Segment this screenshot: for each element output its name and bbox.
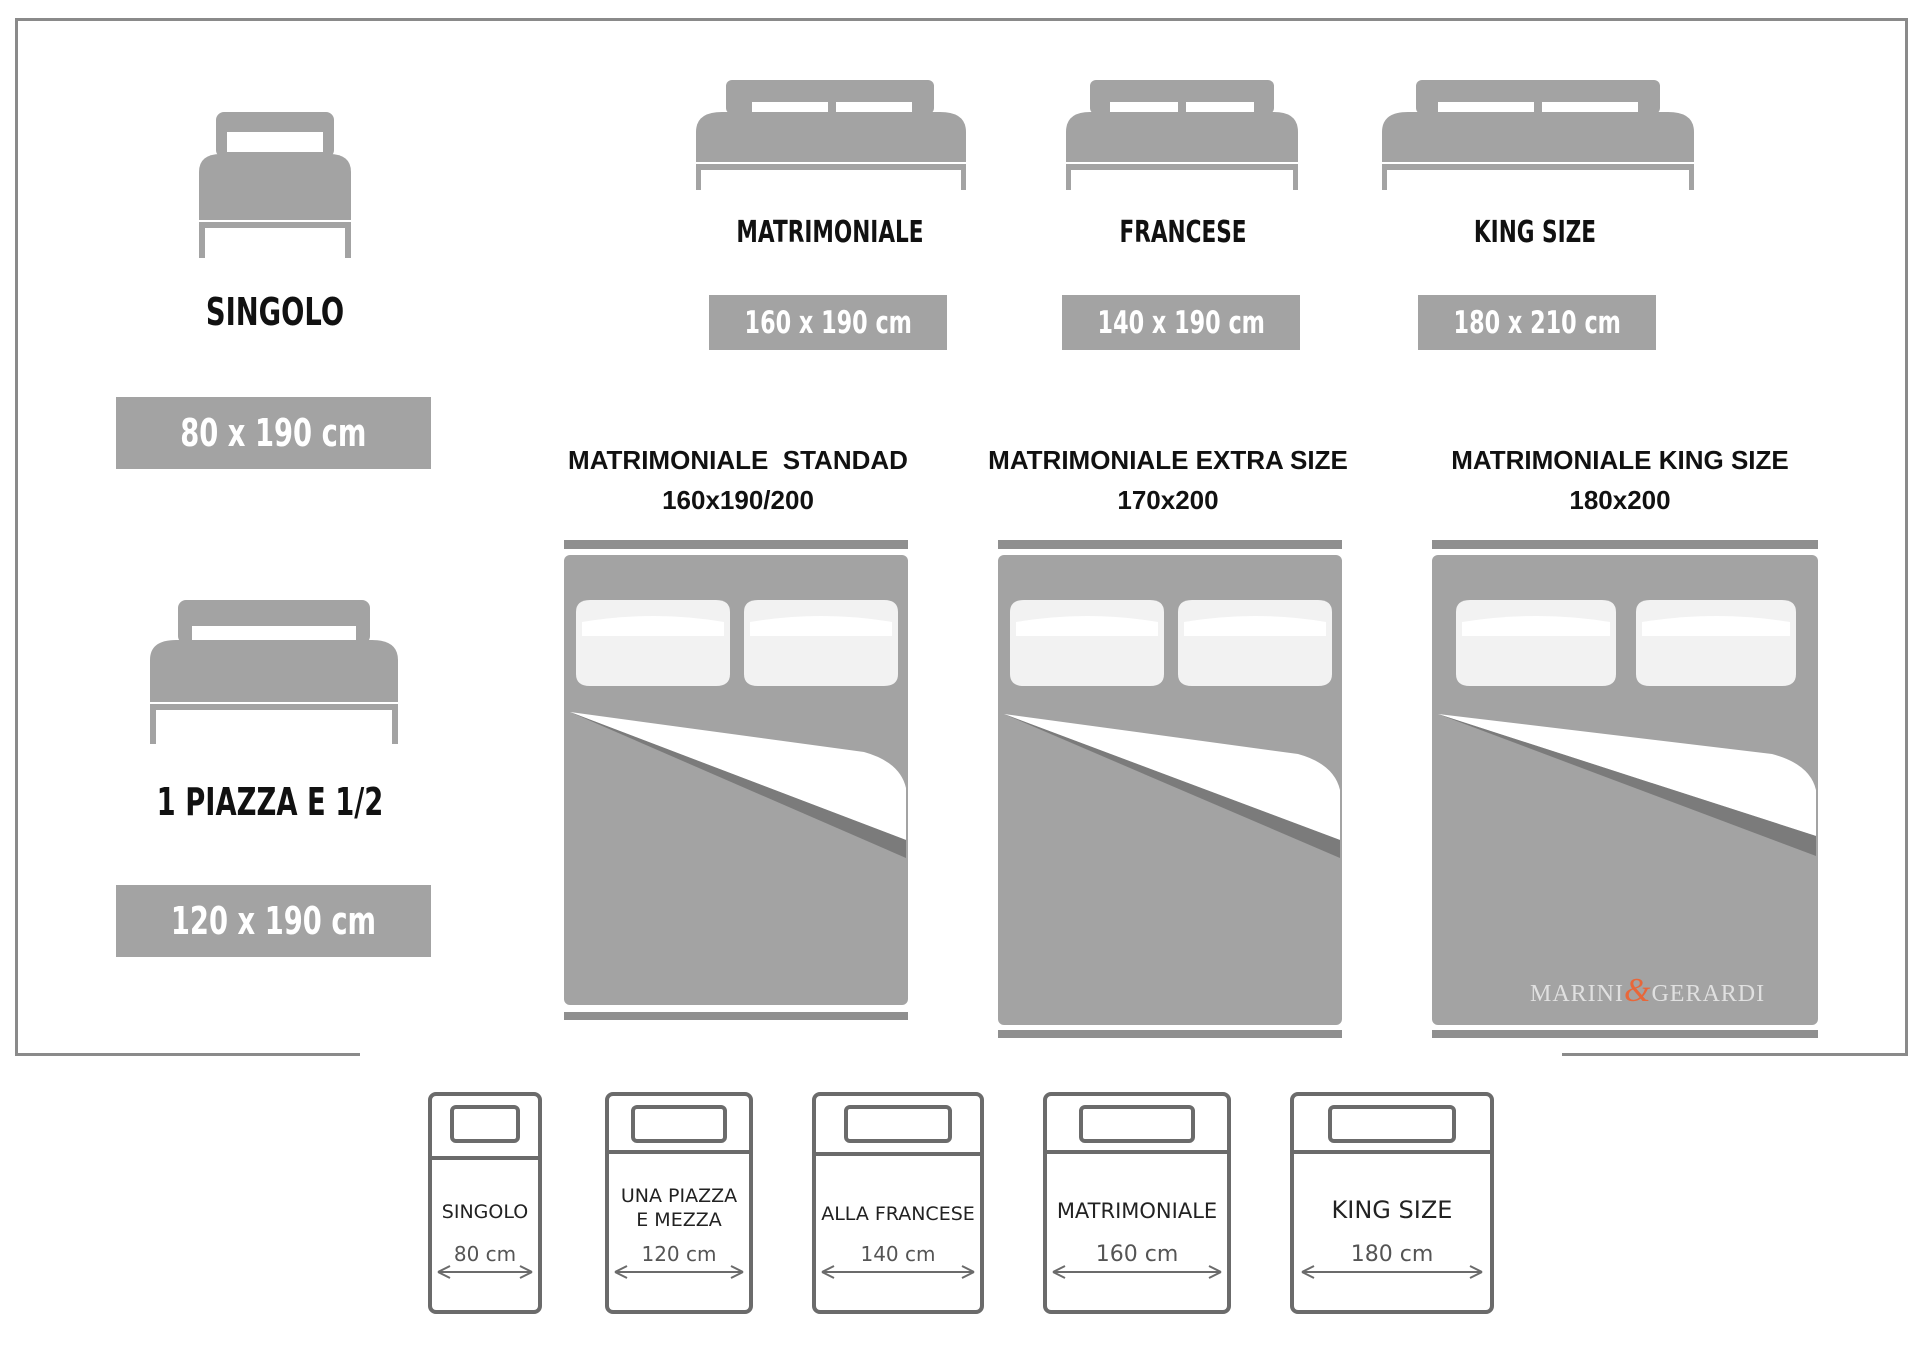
- small-bed-singolo-width: 80 cm: [453, 1242, 517, 1266]
- small-bed-una-piazza-width: 120 cm: [641, 1242, 717, 1266]
- matrimoniale-size-badge: [709, 295, 947, 350]
- singolo-size: 80 x 190 cm: [180, 411, 367, 455]
- plan-king-title: MATRIMONIALE KING SIZE: [1451, 445, 1789, 475]
- single-bed-icon: [195, 110, 355, 260]
- small-bed-alla-francese-width: 140 cm: [860, 1242, 936, 1266]
- francese-bed-icon: [1064, 80, 1300, 192]
- singolo-size-badge: [116, 397, 431, 469]
- small-bed-singolo-line1: SINGOLO: [441, 1201, 529, 1223]
- plan-standard-title-block: [538, 440, 938, 520]
- small-bed-singolo: [428, 1092, 542, 1314]
- matrimoniale-size: 160 x 190 cm: [744, 304, 912, 341]
- plan-extra-title-block: [968, 440, 1368, 520]
- plan-king-title-block: [1420, 440, 1820, 520]
- one-and-half-bed-icon: [146, 598, 402, 748]
- francese-size: 140 x 190 cm: [1097, 304, 1265, 341]
- piazza-label: 1 PIAZZA E 1/2: [156, 780, 384, 824]
- small-bed-king-size-width: 180 cm: [1350, 1242, 1434, 1267]
- small-bed-king-size-label: [1290, 1196, 1494, 1224]
- piazza-size-badge: [116, 885, 431, 957]
- king-size-label: KING SIZE: [1473, 215, 1597, 250]
- plan-standard-size: 160x190/200: [662, 485, 814, 515]
- matrimoniale-bed-icon: [694, 80, 968, 192]
- small-bed-matrimoniale-label: [1043, 1198, 1231, 1224]
- plan-bed-extra: [998, 540, 1342, 1040]
- small-bed-matrimoniale-line1: MATRIMONIALE: [1056, 1199, 1218, 1223]
- francese-size-badge: [1062, 295, 1300, 350]
- plan-extra-title: MATRIMONIALE EXTRA SIZE: [988, 445, 1348, 475]
- plan-bed-king: [1432, 540, 1818, 1040]
- small-bed-matrimoniale: [1043, 1092, 1231, 1314]
- piazza-size: 120 x 190 cm: [170, 899, 377, 943]
- brand-logo: [1530, 972, 1765, 1010]
- small-bed-singolo-label: [428, 1200, 542, 1224]
- plan-king-size: 180x200: [1569, 485, 1671, 515]
- brand-ampersand: &: [1624, 972, 1652, 1009]
- plan-extra-size: 170x200: [1117, 485, 1219, 515]
- small-bed-king-size-line1: KING SIZE: [1331, 1196, 1453, 1224]
- small-bed-alla-francese-label: [812, 1202, 984, 1226]
- king-size-size-badge: [1418, 295, 1656, 350]
- plan-standard-title: MATRIMONIALE STANDAD: [568, 445, 908, 475]
- small-bed-una-piazza: [605, 1092, 753, 1314]
- frame-gap: [360, 1050, 1562, 1064]
- brand-part1: MARINI: [1530, 981, 1624, 1007]
- brand-part2: GERARDI: [1651, 981, 1766, 1007]
- singolo-label: SINGOLO: [205, 290, 345, 334]
- small-bed-matrimoniale-width: 160 cm: [1095, 1242, 1179, 1267]
- francese-label: FRANCESE: [1119, 215, 1247, 250]
- king-size-bed-icon: [1380, 80, 1696, 192]
- small-bed-una-piazza-label: [605, 1184, 753, 1232]
- small-bed-una-piazza-line1: UNA PIAZZA: [620, 1185, 738, 1207]
- matrimoniale-label: MATRIMONIALE: [736, 215, 924, 250]
- plan-bed-standard: [564, 540, 908, 1020]
- king-size-size: 180 x 210 cm: [1453, 304, 1621, 341]
- small-bed-alla-francese: [812, 1092, 984, 1314]
- small-bed-king-size: [1290, 1092, 1494, 1314]
- small-bed-una-piazza-line2: E MEZZA: [636, 1209, 722, 1231]
- small-bed-alla-francese-line1: ALLA FRANCESE: [821, 1203, 975, 1225]
